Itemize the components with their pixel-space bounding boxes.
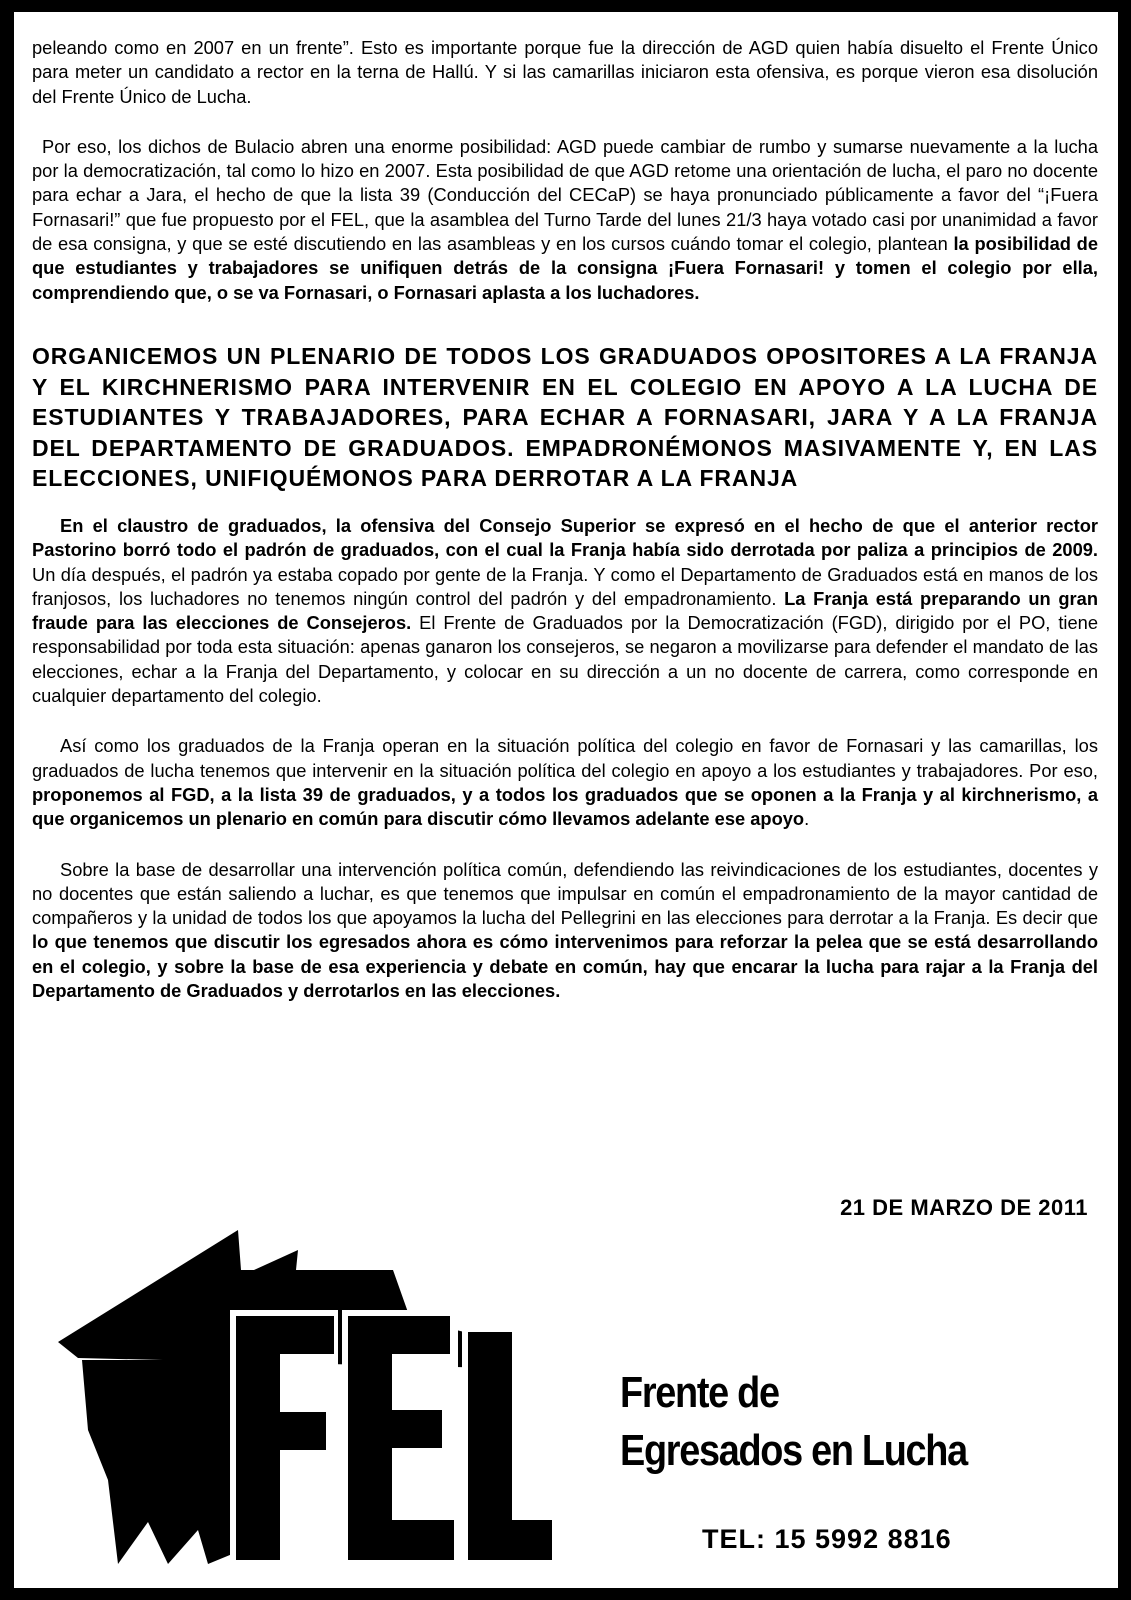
document-date: 21 DE MARZO DE 2011 — [840, 1195, 1088, 1220]
paragraph-3 — [32, 514, 1098, 708]
organization-name-line-2: Egresados en Lucha — [620, 1426, 967, 1475]
paragraph-4 — [32, 734, 1098, 831]
paragraph-3-text-1: Un día después, el padrón ya estaba copado por gente de la Franja. Y como el Departamento de Graduados está en manos de los franjosos, los luchadores no tenemos ningún control del padrón y del empadronamiento. — [32, 563, 1098, 609]
document-body — [32, 36, 1098, 1003]
organization-name-line-1: Frente de — [620, 1368, 779, 1417]
paragraph-3-text-2: El Frente de Graduados por la Democratización (FGD), dirigido por el PO, tiene responsabilidad por toda esta situación: apenas ganaron los consejeros, se negaron a movilizarse para defender el mandato de las elecciones, echar a la Franja del Departamento, y colocar en su dirección a un no docente de carrera, como corresponde en cualquier departamento del colegio. — [32, 612, 1098, 707]
document-page — [14, 12, 1118, 1588]
paragraph-3-bold-2: La Franja está preparando un gran fraude para las elecciones de Consejeros. — [32, 587, 1098, 634]
organization-name — [620, 1364, 967, 1480]
paragraph-1 — [32, 36, 1098, 109]
paragraph-4-text-2: . — [804, 808, 810, 830]
contact-telephone: TEL: 15 5992 8816 — [702, 1524, 952, 1554]
paragraph-2-bold: la posibilidad de que estudiantes y trabajadores se unifiquen detrás de la consigna ¡Fuera Fornasari! y tomen el colegio por ella, comprendiendo que, o se va Fornasari, o Fornasari aplasta a los luchadores. — [32, 233, 1098, 303]
paragraph-4-text-1: Así como los graduados de la Franja operan en la situación política del colegio en favor de Fornasari y las camarillas, los graduados de lucha tenemos que intervenir en la situación política del colegio en apoyo a los estudiantes y trabajadores. Por eso, — [32, 735, 1098, 781]
paragraph-4-bold: proponemos al FGD, a la lista 39 de graduados, y a todos los graduados que se oponen a la Franja y al kirchnerismo, a que organicemos un plenario en común para discutir cómo llevamos adelante ese apoyo — [32, 783, 1098, 830]
fel-logo — [58, 1230, 558, 1564]
paragraph-2-text: Por eso, los dichos de Bulacio abren una enorme posibilidad: AGD puede cambiar de rumbo y sumarse nuevamente a la lucha por la democratización, tal como lo hizo en 2007. Esta posibilidad de que AGD retome una orientación de lucha, el paro no docente para echar a Jara, el hecho de que la lista 39 (Conducción del CECaP) se haya pronunciado públicamente a favor del “¡Fuera Fornasari!” que fue propuesto por el FEL, que la asamblea del Turno Tarde del lunes 21/3 haya votado casi por unanimidad a favor de esa consigna, y que se esté discutiendo en las asambleas y en los cursos cuándo tomar el colegio, plantean — [32, 135, 1098, 255]
headline: ORGANICEMOS UN PLENARIO DE TODOS LOS GRADUADOS OPOSITORES A LA FRANJA Y EL KIRCHNERISMO PARA INTERVENIR EN EL COLEGIO EN APOYO A LA LUCHA DE ESTUDIANTES Y TRABAJADORES, PARA ECHAR A FORNASARI, JARA Y A LA FRANJA DEL DEPARTAMENTO DE GRADUADOS. EMPADRONÉMONOS MASIVAMENTE Y, EN LAS ELECCIONES, UNIFIQUÉMONOS PARA DERROTAR A LA FRANJA — [32, 342, 1098, 492]
paragraph-5-bold: lo que tenemos que discutir los egresados ahora es cómo intervenimos para reforzar la pelea que se está desarrollando en el colegio, y sobre la base de esa experiencia y debate en común, hay que encarar la lucha para rajar a la Franja del Departamento de Graduados y derrotarlos en las elecciones. — [32, 931, 1098, 1001]
paragraph-3-bold-1: En el claustro de graduados, la ofensiva del Consejo Superior se expresó en el hecho de que el anterior rector Pastorino borró todo el padrón de graduados, con el cual la Franja había sido derrotada por paliza a principios de 2009. — [32, 514, 1098, 561]
paragraph-2 — [32, 135, 1098, 305]
paragraph-1-text: peleando como en 2007 en un frente”. Esto es importante porque fue la dirección de AGD quien había disuelto el Frente Único para meter un candidato a rector en la terna de Hallú. Y si las camarillas iniciaron esta ofensiva, es porque vieron esa disolución del Frente Único de Lucha. — [32, 37, 1098, 107]
paragraph-5 — [32, 858, 1098, 1004]
logo-arrow-shaft — [82, 1360, 242, 1564]
paragraph-5-text: Sobre la base de desarrollar una intervención política común, defendiendo las reivindicaciones de los estudiantes, docentes y no docentes que están saliendo a luchar, es que tenemos que impulsar en común el empadronamiento de la mayor cantidad de compañeros y la unidad de todos los que apoyamos la lucha del Pellegrini en las elecciones para derrotar a la Franja. Es decir que — [32, 858, 1098, 929]
logo-letter-e — [348, 1316, 454, 1560]
